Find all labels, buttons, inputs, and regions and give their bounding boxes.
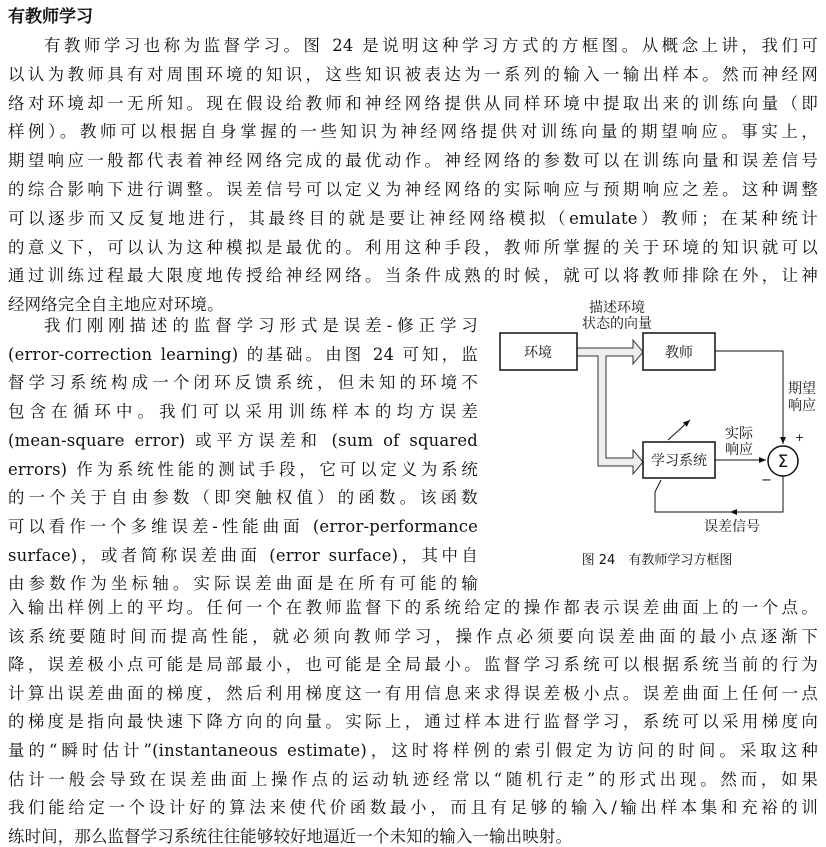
- supervised-learning-diagram: [480, 290, 826, 580]
- text-line: 样例）。教师可以根据自身掌握的一些知识为神经网络提供对训练向量的期望响应。事实上，: [8, 122, 818, 142]
- text-line: 量的“瞬时估计”(instantaneous estimate)，这时将样例的索引假定为访问的时间。采取这种: [8, 741, 818, 760]
- text-line: 练时间，那么监督学习系统往往能够较好地逼近一个未知的输入一输出映射。: [8, 826, 573, 846]
- teacher-label: 教师: [665, 345, 693, 361]
- text-line: 可以看作一个多维误差-性能曲面 (error-performance: [8, 516, 478, 536]
- text-line: 有教师学习也称为监督学习。图 24 是说明这种学习方式的方框图。从概念上讲，我们可: [44, 36, 818, 55]
- text-line: (mean-square error) 或平方误差和 (sum of squared: [8, 430, 478, 450]
- error-signal-label: 误差信号: [704, 519, 760, 535]
- plus-sign: +: [795, 431, 805, 444]
- figure-caption: 图 24 有教师学习方框图: [581, 553, 733, 568]
- section-title: 有教师学习: [8, 7, 93, 27]
- text-line: 督学习系统构成一个闭环反馈系统，但未知的环境不: [8, 373, 478, 393]
- learning-system-label: 学习系统: [651, 453, 707, 469]
- minus-sign: −: [761, 473, 772, 488]
- desired-label-1: 期望: [788, 381, 816, 397]
- sigma-symbol: Σ: [777, 452, 789, 472]
- text-line: 以认为教师具有对周围环境的知识，这些知识被表达为一系列的输入一输出样本。然而神经网: [8, 64, 818, 84]
- text-line: 我们能给定一个设计好的算法来使代价函数最小，而且有足够的输入/输出样本集和充裕的训: [8, 798, 818, 818]
- actual-label-1: 实际: [725, 426, 753, 442]
- text-line: 由参数作为坐标轴。实际误差曲面是在所有可能的输: [8, 574, 478, 594]
- text-line: 的梯度是指向最快速下降方向的向量。实际上，通过样本进行监督学习，系统可以采用梯度向: [8, 712, 818, 732]
- text-line: 我们刚刚描述的监督学习形式是误差-修正学习: [44, 316, 478, 335]
- text-line: errors) 作为系统性能的测试手段，它可以定义为系统: [8, 459, 478, 479]
- actual-label-2: 响应: [725, 442, 753, 458]
- text-line: 该系统要随时间而提高性能，就必须向教师学习，操作点必须要向误差曲面的最小点逐渐下: [8, 626, 818, 646]
- text-line: 期望响应一般都代表着神经网络完成的最优动作。神经网络的参数可以在训练向量和误差信号: [8, 151, 818, 171]
- environment-label: 环境: [524, 345, 552, 361]
- text-line: 估计一般会导致在误差曲面上操作点的运动轨迹经常以“随机行走”的形式出现。然而，如果: [8, 769, 818, 789]
- text-line: (error-correction learning) 的基础。由图 24 可知，监: [8, 344, 478, 364]
- text-line: 络对环境却一无所知。现在假设给教师和神经网络提供从同样环境中提取出来的训练向量（即: [8, 93, 818, 113]
- text-line: 入输出样例上的平均。任何一个在教师监督下的系统给定的操作都表示误差曲面上的一个点。: [8, 598, 818, 617]
- state-vector-label-2: 状态的向量: [582, 316, 652, 332]
- text-line: 经网络完全自主地应对环境。: [8, 295, 224, 315]
- text-line: 计算出误差曲面的梯度，然后利用梯度这一有用信息来求得误差极小点。误差曲面上任何一点: [8, 683, 818, 703]
- text-line: 降，误差极小点可能是局部最小，也可能是全局最小。监督学习系统可以根据系统当前的行为: [8, 655, 818, 675]
- state-vector-label-1: 描述环境: [589, 300, 645, 316]
- text-line: 可以逐步而又反复地进行，其最终目的就是要让神经网络模拟（emulate）教师；在某种统计: [8, 208, 818, 228]
- adjust-arrow: [668, 420, 690, 440]
- text-line: 包含在循环中。我们可以采用训练样本的均方误差: [8, 402, 478, 422]
- text-line: 的综合影响下进行调整。误差信号可以定义为神经网络的实际响应与预期响应之差。这种调整: [8, 180, 818, 199]
- text-line: 通过训练过程最大限度地传授给神经网络。当条件成熟的时候，就可以将教师排除在外，让神: [8, 266, 818, 286]
- state-vector-arrow: [577, 340, 643, 474]
- desired-label-2: 响应: [788, 398, 816, 414]
- text-line: 的意义下，可以认为这种模拟是最优的。利用这种手段，教师所掌握的关于环境的知识就可以: [8, 237, 818, 257]
- text-line: surface)，或者简称误差曲面 (error surface)，其中自: [8, 545, 478, 565]
- text-line: 的一个关于自由参数（即突触权值）的函数。该函数: [8, 488, 478, 508]
